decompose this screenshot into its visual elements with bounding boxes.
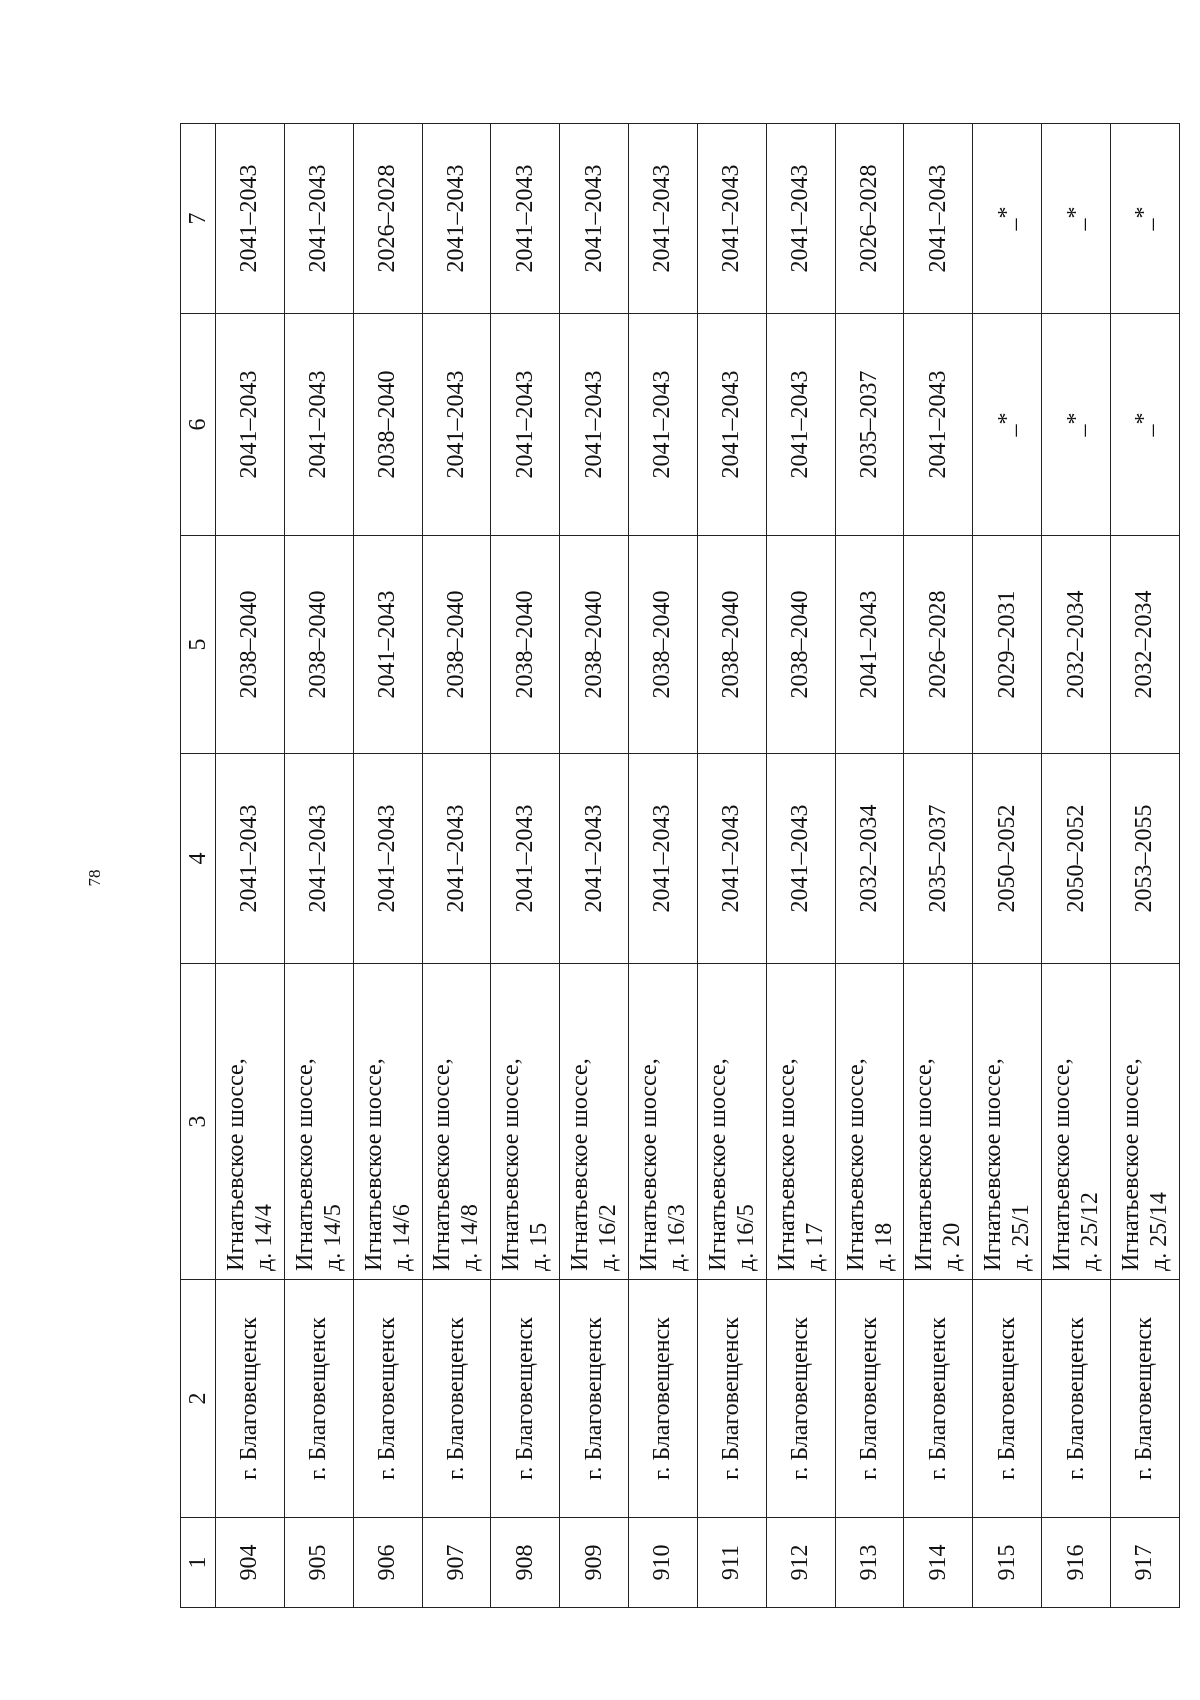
table-row [422,124,491,1608]
period-col-6: 2041–2043 [491,314,560,536]
period-col-7: 2041–2043 [629,124,698,314]
table-row [904,124,973,1608]
table-row [491,124,560,1608]
period-col-5: 2032–2034 [1110,536,1179,754]
header-cell-5: 5 [181,536,216,754]
row-number: 917 [1110,1518,1179,1608]
period-col-4: 2041–2043 [491,754,560,964]
city-cell: г. Благовещенск [973,1280,1042,1518]
table-row [835,124,904,1608]
period-col-4: 2041–2043 [766,754,835,964]
address-house: д. 25/14 [1145,1192,1172,1271]
address-house: д. 17 [801,1222,828,1271]
period-col-5: 2038–2040 [491,536,560,754]
address-street: Игнатьевское шоссе, [222,1058,249,1271]
row-number: 913 [835,1518,904,1608]
period-col-5: 2038–2040 [422,536,491,754]
address-cell [904,964,973,1280]
address-street: Игнатьевское шоссе, [567,1058,594,1271]
header-cell-7: 7 [181,124,216,314]
period-col-7: 2041–2043 [766,124,835,314]
table-row [766,124,835,1608]
table-row [697,124,766,1608]
period-col-4: 2032–2034 [835,754,904,964]
period-col-6: 2041–2043 [766,314,835,536]
period-col-4: 2041–2043 [353,754,422,964]
city-cell: г. Благовещенск [560,1280,629,1518]
period-col-7: 2041–2043 [697,124,766,314]
period-col-7: 2041–2043 [422,124,491,314]
city-cell: г. Благовещенск [835,1280,904,1518]
city-cell: г. Благовещенск [216,1280,285,1518]
table-row [216,124,285,1608]
city-cell: г. Благовещенск [491,1280,560,1518]
header-row [181,124,216,1608]
header-cell-3: 3 [181,964,216,1280]
period-col-5: 2029–2031 [973,536,1042,754]
row-number: 914 [904,1518,973,1608]
city-cell: г. Благовещенск [697,1280,766,1518]
period-col-7: 2041–2043 [216,124,285,314]
period-col-5: 2038–2040 [629,536,698,754]
period-col-6: 2041–2043 [216,314,285,536]
address-cell [422,964,491,1280]
address-cell [629,964,698,1280]
period-col-4: 2041–2043 [216,754,285,964]
period-col-6: 2041–2043 [629,314,698,536]
address-street: Игнатьевское шоссе, [911,1058,938,1271]
address-street: Игнатьевское шоссе, [291,1058,318,1271]
period-col-7: 2041–2043 [284,124,353,314]
header-cell-6: 6 [181,314,216,536]
address-street: Игнатьевское шоссе, [842,1058,869,1271]
period-col-6: 2041–2043 [697,314,766,536]
page-number: 78 [85,869,104,887]
period-col-5: 2041–2043 [353,536,422,754]
period-col-4: 2041–2043 [629,754,698,964]
city-cell: г. Благовещенск [422,1280,491,1518]
period-col-6: 2041–2043 [422,314,491,536]
period-col-6: _* [1042,314,1111,536]
address-cell [1042,964,1111,1280]
period-col-5: 2038–2040 [560,536,629,754]
schedule-table [180,123,1180,1608]
city-cell: г. Благовещенск [629,1280,698,1518]
period-col-4: 2050–2052 [1042,754,1111,964]
period-col-7: _* [973,124,1042,314]
address-cell [835,964,904,1280]
period-col-6: _* [1110,314,1179,536]
period-col-4: 2041–2043 [284,754,353,964]
table-row [284,124,353,1608]
period-col-4: 2041–2043 [560,754,629,964]
address-cell [973,964,1042,1280]
period-col-7: _* [1110,124,1179,314]
period-col-7: 2041–2043 [491,124,560,314]
period-col-5: 2032–2034 [1042,536,1111,754]
period-col-6: 2041–2043 [560,314,629,536]
city-cell: г. Благовещенск [284,1280,353,1518]
address-street: Игнатьевское шоссе, [1049,1058,1076,1271]
rotated-table-frame [180,124,1180,1608]
period-col-7: 2041–2043 [560,124,629,314]
row-number: 906 [353,1518,422,1608]
address-cell [1110,964,1179,1280]
address-street: Игнатьевское шоссе, [635,1058,662,1271]
address-street: Игнатьевское шоссе, [360,1058,387,1271]
period-col-5: 2038–2040 [766,536,835,754]
address-cell [766,964,835,1280]
table-row [353,124,422,1608]
address-street: Игнатьевское шоссе, [980,1058,1007,1271]
rotated-table-content [180,124,1180,1608]
table-row [560,124,629,1608]
table-row [1110,124,1179,1608]
period-col-5: 2038–2040 [284,536,353,754]
table-body [216,124,1180,1608]
address-house: д. 16/2 [595,1204,622,1271]
city-cell: г. Благовещенск [353,1280,422,1518]
address-house: д. 25/1 [1008,1204,1035,1271]
period-col-6: 2041–2043 [904,314,973,536]
period-col-4: 2053–2055 [1110,754,1179,964]
period-col-6: _* [973,314,1042,536]
address-house: д. 16/3 [663,1204,690,1271]
period-col-4: 2035–2037 [904,754,973,964]
address-street: Игнатьевское шоссе, [704,1058,731,1271]
period-col-5: 2038–2040 [216,536,285,754]
address-cell [697,964,766,1280]
row-number: 916 [1042,1518,1111,1608]
period-col-5: 2041–2043 [835,536,904,754]
row-number: 910 [629,1518,698,1608]
row-number: 905 [284,1518,353,1608]
period-col-5: 2026–2028 [904,536,973,754]
row-number: 904 [216,1518,285,1608]
row-number: 907 [422,1518,491,1608]
row-number: 909 [560,1518,629,1608]
address-cell [491,964,560,1280]
address-house: д. 14/4 [250,1204,277,1271]
address-cell [560,964,629,1280]
period-col-7: 2026–2028 [353,124,422,314]
city-cell: г. Благовещенск [1042,1280,1111,1518]
period-col-6: 2041–2043 [284,314,353,536]
header-cell-2: 2 [181,1280,216,1518]
period-col-4: 2050–2052 [973,754,1042,964]
table-row [1042,124,1111,1608]
address-street: Игнатьевское шоссе, [429,1058,456,1271]
city-cell: г. Благовещенск [1110,1280,1179,1518]
table-row [629,124,698,1608]
address-cell [216,964,285,1280]
address-cell [353,964,422,1280]
period-col-5: 2038–2040 [697,536,766,754]
row-number: 908 [491,1518,560,1608]
table-row [973,124,1042,1608]
header-cell-1: 1 [181,1518,216,1608]
period-col-4: 2041–2043 [697,754,766,964]
period-col-6: 2035–2037 [835,314,904,536]
row-number: 911 [697,1518,766,1608]
address-house: д. 25/12 [1077,1192,1104,1271]
period-col-7: 2026–2028 [835,124,904,314]
row-number: 912 [766,1518,835,1608]
address-street: Игнатьевское шоссе, [1117,1058,1144,1271]
address-house: д. 15 [526,1222,553,1271]
address-street: Игнатьевское шоссе, [773,1058,800,1271]
address-house: д. 18 [870,1222,897,1271]
header-cell-4: 4 [181,754,216,964]
city-cell: г. Благовещенск [766,1280,835,1518]
address-house: д. 14/5 [319,1204,346,1271]
address-house: д. 14/6 [388,1204,415,1271]
period-col-7: _* [1042,124,1111,314]
address-house: д. 16/5 [732,1204,759,1271]
address-cell [284,964,353,1280]
row-number: 915 [973,1518,1042,1608]
period-col-6: 2038–2040 [353,314,422,536]
city-cell: г. Благовещенск [904,1280,973,1518]
period-col-4: 2041–2043 [422,754,491,964]
period-col-7: 2041–2043 [904,124,973,314]
address-house: д. 14/8 [457,1204,484,1271]
address-street: Игнатьевское шоссе, [498,1058,525,1271]
address-house: д. 20 [939,1222,966,1271]
